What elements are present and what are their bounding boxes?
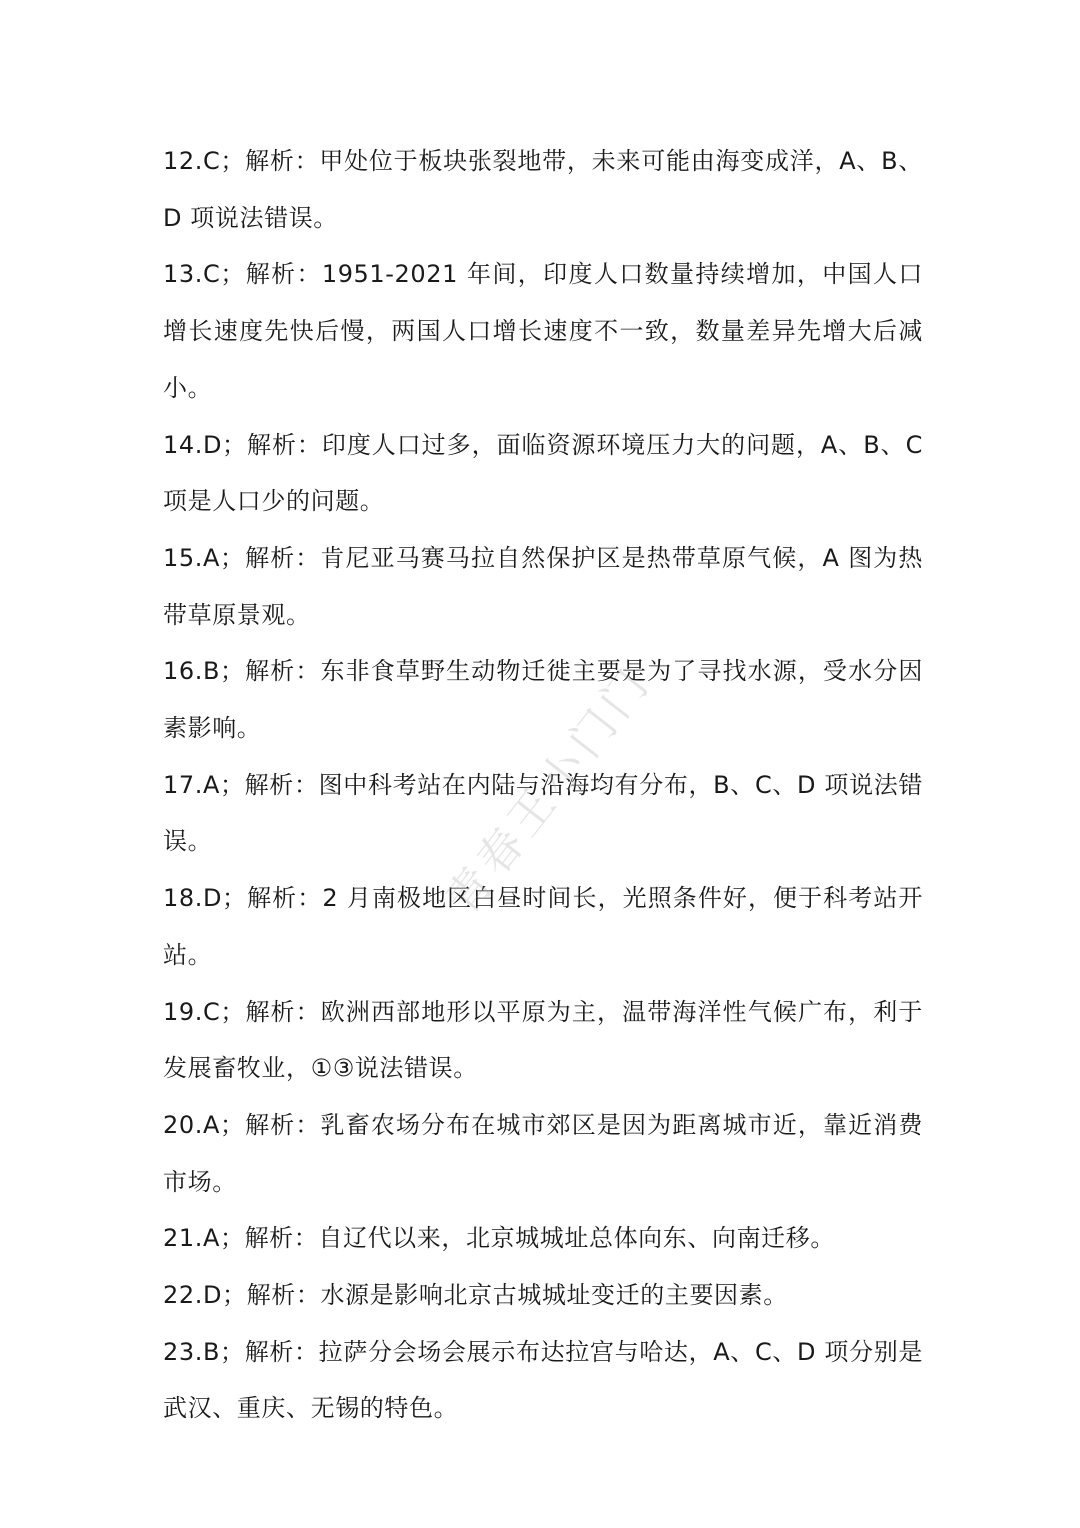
answer-18: 18.D；解析：2 月南极地区白昼时间长，光照条件好，便于科考站开站。 [163,884,923,969]
answer-15: 15.A；解析：肯尼亚马赛马拉自然保护区是热带草原气候，A 图为热带草原景观。 [163,543,923,629]
answer-13: 13.C；解析：1951-2021 年间，印度人口数量持续增加，中国人口增长速度先快后慢，两国人口增长速度不一致，数量差异先增大后减小。 [163,260,923,402]
answer-17: 17.A；解析：图中科考站在内陆与沿海均有分布，B、C、D 项说法错误。 [163,770,923,856]
answer-22: 22.D；解析：水源是影响北京古城城址变迁的主要因素。 [163,1281,788,1310]
answer-14: 14.D；解析：印度人口过多，面临资源环境压力大的问题，A、B、C 项是人口少的问题。 [163,430,923,516]
answer-19: 19.C；解析：欧洲西部地形以平原为主，温带海洋性气候广布，利于发展畜牧业，①③说法错误。 [163,997,923,1083]
answer-12: 12.C；解析：甲处位于板块张裂地带，未来可能由海变成洋，A、B、D 项说法错误。 [163,147,923,232]
watermark: 青春王小门门 [436,656,662,925]
answer-list [163,133,923,1437]
answer-16: 16.B；解析：东非食草野生动物迁徙主要是为了寻找水源，受水分因素影响。 [163,657,923,743]
answer-21: 21.A；解析：自辽代以来，北京城城址总体向东、向南迁移。 [163,1224,835,1253]
answer-23: 23.B；解析：拉萨分会场会展示布达拉宫与哈达，A、C、D 项分别是武汉、重庆、无锡的特色。 [163,1337,923,1423]
answer-20: 20.A；解析：乳畜农场分布在城市郊区是因为距离城市近，靠近消费市场。 [163,1110,923,1196]
